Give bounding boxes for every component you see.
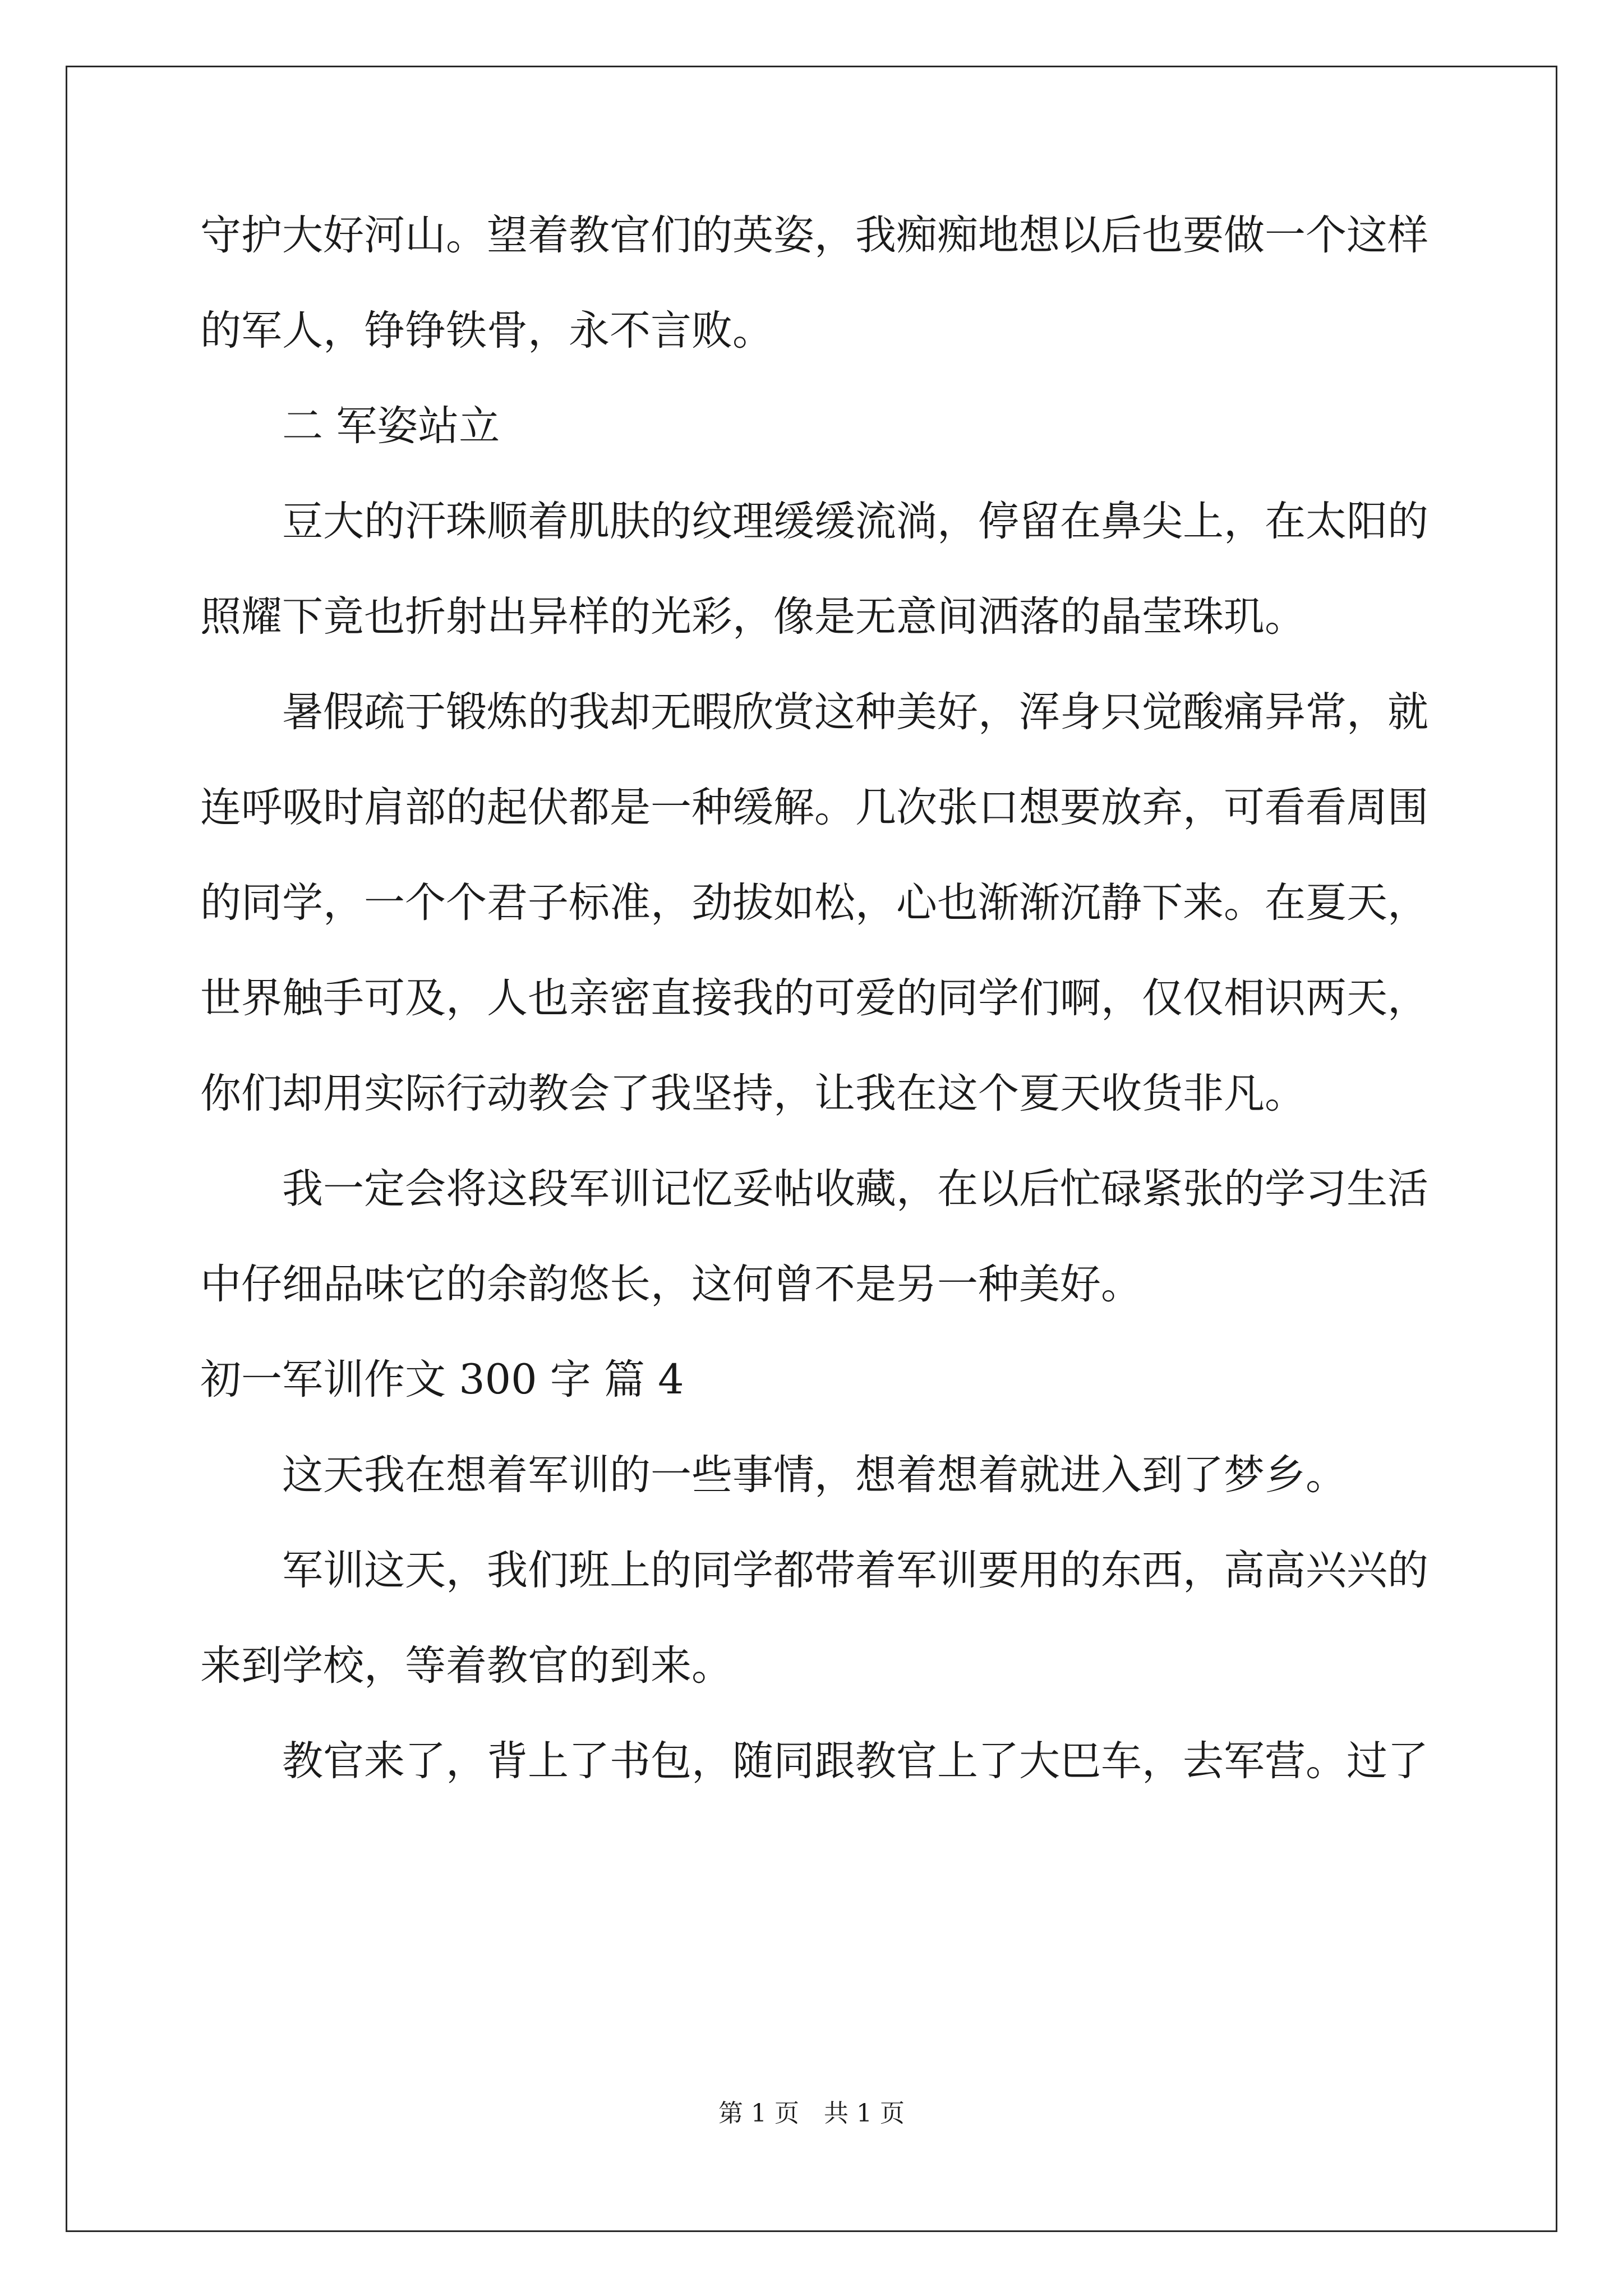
section-heading: 二 军姿站立 [200, 402, 500, 450]
text-line: 你们却用实际行动教会了我坚持，让我在这个夏天收货非凡。 [200, 1070, 1306, 1117]
page-footer: 第 1 页 共 1 页 [718, 2099, 905, 2128]
text-line: 守护大好河山。望着教官们的英姿，我痴痴地想以后也要做一个这样 [200, 211, 1428, 259]
text-line: 的同学，一个个君子标准，劲拔如松，心也渐渐沉静下来。在夏天， [200, 879, 1428, 927]
text-line: 来到学校，等着教官的到来。 [200, 1642, 732, 1690]
text-line: 连呼吸时肩部的起伏都是一种缓解。几次张口想要放弃，可看看周围 [200, 784, 1428, 831]
text-line: 我一定会将这段军训记忆妥帖收藏，在以后忙碌紧张的学习生活 [200, 1165, 1428, 1213]
text-line: 这天我在想着军训的一些事情，想着想着就进入到了梦乡。 [200, 1451, 1347, 1499]
text-line: 中仔细品味它的余韵悠长，这何曾不是另一种美好。 [200, 1260, 1142, 1308]
text-line: 照耀下竟也折射出异样的光彩，像是无意间洒落的晶莹珠玑。 [200, 593, 1306, 641]
text-line: 的军人，铮铮铁骨，永不言败。 [200, 307, 773, 355]
text-line: 世界触手可及，人也亲密直接我的可爱的同学们啊，仅仅相识两天， [200, 974, 1428, 1022]
article-title: 初一军训作文 300 字 篇 4 [200, 1356, 684, 1404]
text-line: 暑假疏于锻炼的我却无暇欣赏这种美好，浑身只觉酸痛异常，就 [200, 688, 1428, 736]
text-line: 豆大的汗珠顺着肌肤的纹理缓缓流淌，停留在鼻尖上，在太阳的 [200, 498, 1428, 545]
text-line: 教官来了，背上了书包，随同跟教官上了大巴车，去军营。过了 [200, 1737, 1428, 1785]
page-border [66, 66, 1557, 2232]
text-line: 军训这天，我们班上的同学都带着军训要用的东西，高高兴兴的 [200, 1547, 1428, 1594]
